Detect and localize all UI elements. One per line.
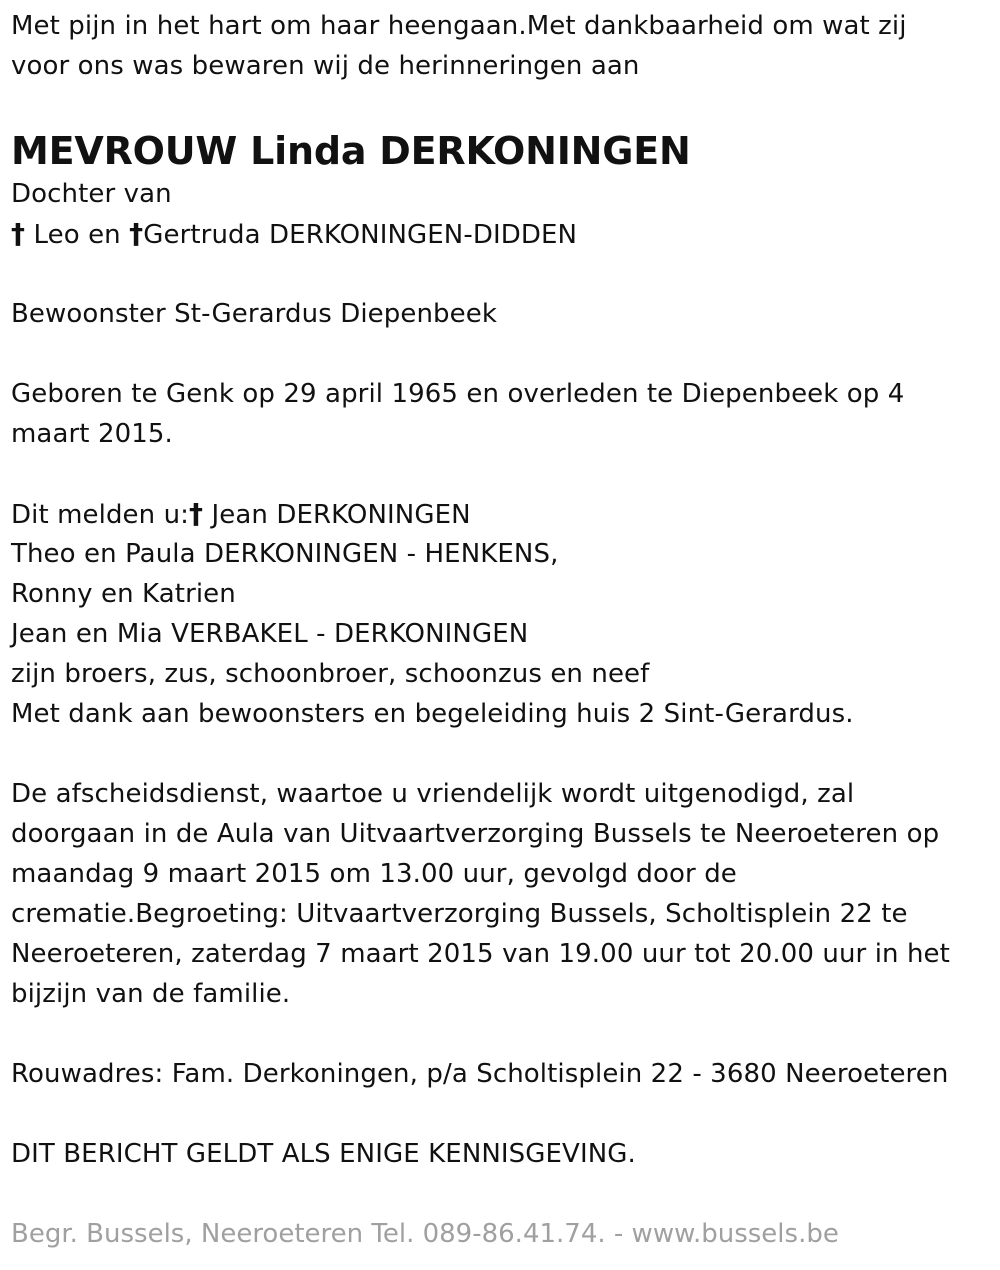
ceremony-line-1: De afscheidsdienst, waartoe u vriendelijk wordt uitgenodigd, zal: [11, 779, 855, 809]
family-line-2: Theo en Paula DERKONINGEN - HENKENS,: [11, 539, 559, 569]
family-line-5: zijn broers, zus, schoonbroer, schoonzus en neef: [11, 659, 650, 689]
ceremony-line-4: crematie.Begroeting: Uitvaartverzorging Bussels, Scholtisplein 22 te: [11, 899, 908, 929]
family-line-4: Jean en Mia VERBAKEL - DERKONINGEN: [11, 619, 529, 649]
deceased-name: MEVROUW Linda DERKONINGEN: [11, 129, 691, 173]
family-paragraph: [11, 494, 991, 734]
cross-icon: †: [11, 217, 26, 250]
intro-line-1: Met pijn in het hart om haar heengaan.Met dankbaarheid om wat zij: [11, 11, 907, 41]
spacer: [11, 1094, 991, 1134]
cross-icon: †: [189, 497, 204, 530]
announced-by-label: Dit melden u:: [11, 500, 190, 530]
ceremony-line-3: maandag 9 maart 2015 om 13.00 uur, gevolgd door de: [11, 859, 737, 889]
spacer: [11, 1014, 991, 1054]
dates-line-2: maart 2015.: [11, 419, 173, 449]
family-line-3: Ronny en Katrien: [11, 579, 236, 609]
cross-icon: †: [129, 217, 144, 250]
father-name: Leo en: [33, 220, 121, 250]
dates-line-1: Geboren te Genk op 29 april 1965 en overleden te Diepenbeek op 4: [11, 379, 905, 409]
parents-line: [11, 214, 991, 254]
ceremony-line-5: Neeroeteren, zaterdag 7 maart 2015 van 19.00 uur tot 20.00 uur in het: [11, 939, 950, 969]
ceremony-line-6: bijzijn van de familie.: [11, 979, 291, 1009]
mourning-address: Rouwadres: Fam. Derkoningen, p/a Scholtisplein 22 - 3680 Neeroeteren: [11, 1059, 949, 1089]
notice-statement: DIT BERICHT GELDT ALS ENIGE KENNISGEVING.: [11, 1139, 636, 1169]
daughter-of-label: Dochter van: [11, 179, 172, 209]
spacer: [11, 254, 991, 294]
spacer: [11, 734, 991, 774]
dates-paragraph: [11, 374, 991, 454]
family-line-6: Met dank aan bewoonsters en begeleiding huis 2 Sint-Gerardus.: [11, 699, 854, 729]
spacer: [11, 334, 991, 374]
ceremony-paragraph: [11, 774, 991, 1014]
intro-line-2: voor ons was bewaren wij de herinneringen aan: [11, 51, 640, 81]
mother-name: Gertruda DERKONINGEN-DIDDEN: [143, 220, 578, 250]
ceremony-line-2: doorgaan in de Aula van Uitvaartverzorging Bussels te Neeroeteren op: [11, 819, 940, 849]
funeral-home-footer: Begr. Bussels, Neeroeteren Tel. 089-86.41.74. - www.bussels.be: [11, 1219, 839, 1249]
family-first-name: Jean DERKONINGEN: [211, 500, 471, 530]
family-line-1: [11, 494, 991, 534]
spacer: [11, 454, 991, 494]
intro-paragraph: [11, 6, 991, 86]
residence-line: Bewoonster St-Gerardus Diepenbeek: [11, 299, 497, 329]
obituary-notice: [11, 0, 991, 1174]
